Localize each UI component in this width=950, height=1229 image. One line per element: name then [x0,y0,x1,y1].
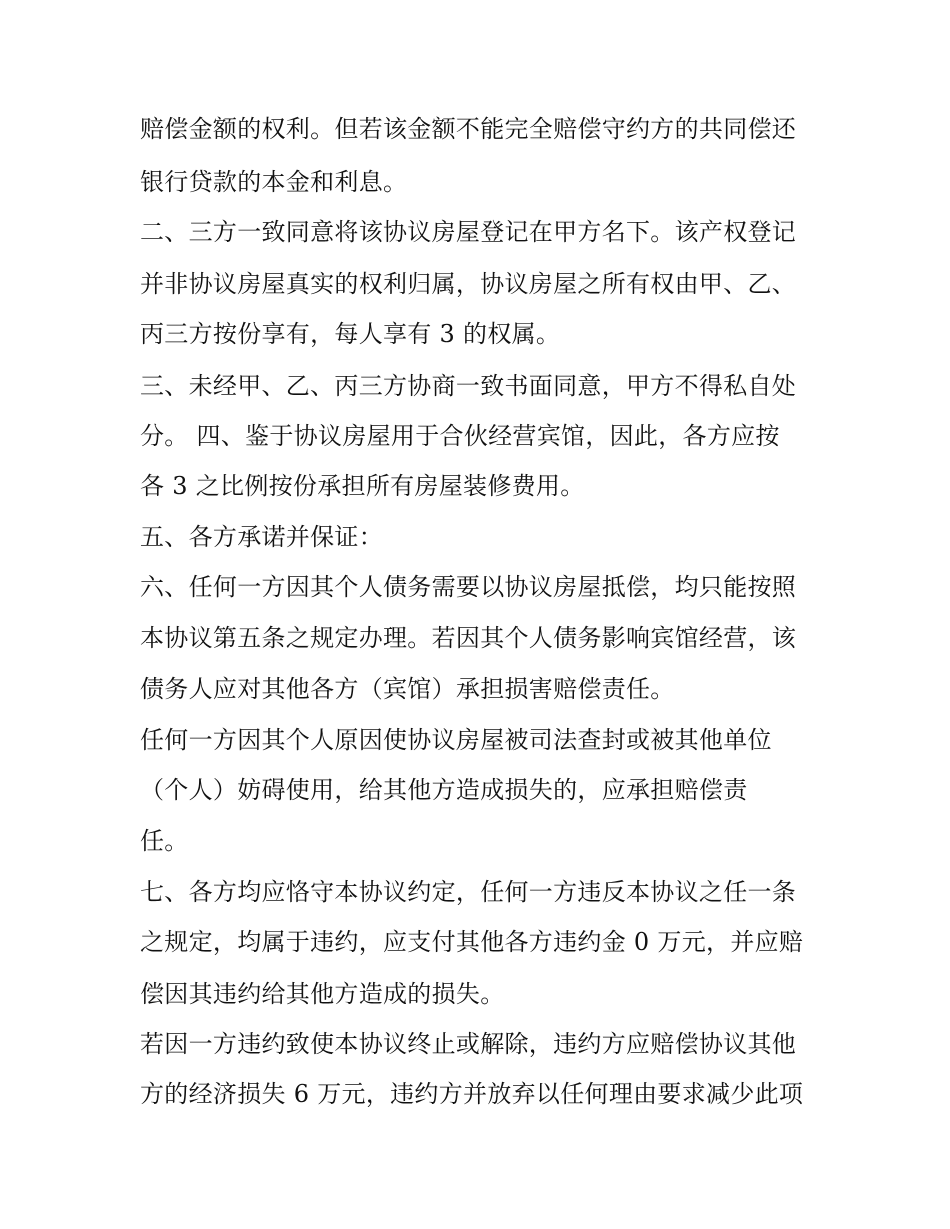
text-line: 二、三方一致同意将该协议房屋登记在甲方名下。该产权登记 [140,218,797,246]
text-line: 偿因其违约给其他方造成的损失。 [140,980,505,1008]
text-line: 任。 [140,827,189,855]
text-line: 之规定，均属于违约，应支付其他各方违约金 0 万元，并应赔 [140,928,804,956]
text-line: 各 3 之比例按份承担所有房屋装修费用。 [140,472,585,500]
text-line: 并非协议房屋真实的权利归属，协议房屋之所有权由甲、乙、 [140,270,797,298]
text-line: 赔偿金额的权利。但若该金额不能完全赔偿守约方的共同偿还 [140,115,797,143]
text-line: 五、各方承诺并保证： [140,523,383,551]
text-line: 银行贷款的本金和利息。 [140,168,408,196]
text-line: 任何一方因其个人原因使协议房屋被司法查封或被其他单位 [140,726,772,754]
text-line: 七、各方均应恪守本协议约定，任何一方违反本协议之任一条 [140,878,797,906]
text-line: 六、任何一方因其个人债务需要以协议房屋抵偿，均只能按照 [140,573,797,601]
text-line: 分。 四、鉴于协议房屋用于合伙经营宾馆，因此，各方应按 [140,422,780,450]
text-line: 债务人应对其他各方（宾馆）承担损害赔偿责任。 [140,675,675,703]
text-line: 方的经济损失 6 万元，违约方并放弃以任何理由要求减少此项 [140,1080,804,1108]
text-line: 本协议第五条之规定办理。若因其个人债务影响宾馆经营，该 [140,624,797,652]
text-line: 三、未经甲、乙、丙三方协商一致书面同意，甲方不得私自处 [140,372,797,400]
text-line: 丙三方按份享有，每人享有 3 的权属。 [140,320,561,348]
text-line: 若因一方违约致使本协议终止或解除，违约方应赔偿协议其他 [140,1030,797,1058]
text-line: （个人）妨碍使用，给其他方造成损失的，应承担赔偿责 [140,776,748,804]
